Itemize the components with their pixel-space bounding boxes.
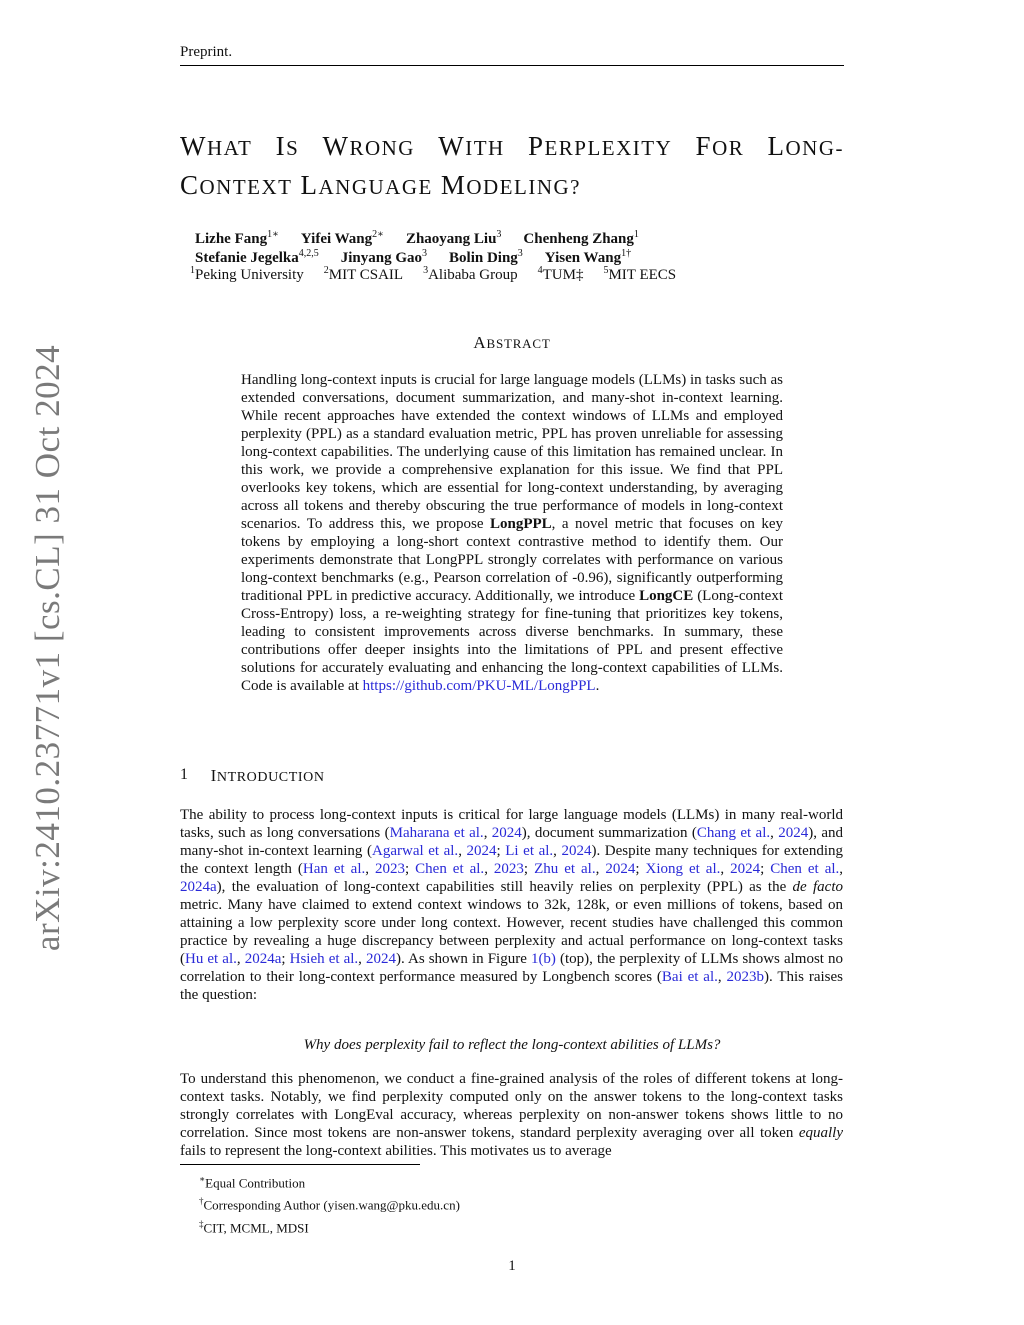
body-text: ,	[365, 861, 375, 877]
page-number: 1	[508, 1258, 516, 1274]
author-affil-mark: 3	[517, 248, 523, 259]
longce-term: LongCE	[639, 588, 694, 604]
emphasis: de facto	[792, 879, 843, 895]
body-text: ;	[523, 861, 535, 877]
body-text: ,	[553, 843, 562, 859]
body-text: ;	[281, 951, 290, 967]
affiliation	[423, 265, 518, 284]
citation-link[interactable]: Chang et al.	[696, 825, 771, 841]
citation-link[interactable]: 2024	[466, 843, 497, 859]
research-question: Why does perplexity fail to reflect the long-context abilities of LLMs?	[303, 1037, 721, 1053]
body-text: ,	[717, 969, 727, 985]
citation-link[interactable]: Chen et al.	[415, 861, 485, 877]
author-name-text: Yifei Wang	[300, 231, 373, 247]
body-text: ,	[595, 861, 606, 877]
citation-link[interactable]: 2024	[561, 843, 592, 859]
body-text: ). This raises the question:	[180, 969, 844, 1003]
author-affil-mark: 2∗	[372, 229, 384, 240]
author-name-text: Chenheng Zhang	[523, 231, 634, 247]
author-name-text: Zhaoyang Liu	[405, 231, 497, 247]
body-text: ;	[635, 861, 646, 877]
abstract-text: .	[595, 678, 600, 694]
author-name	[405, 225, 502, 247]
section-heading	[180, 766, 325, 786]
paper-title	[180, 128, 844, 206]
citation-link[interactable]: Zhu et al.	[534, 861, 596, 877]
footnote-text: CIT, MCML, MDSI	[203, 1219, 309, 1235]
body-text: ), and many-shot in-context learning (	[180, 825, 843, 859]
author-affil-mark: 3	[422, 248, 428, 259]
abstract-heading: ABSTRACT	[473, 333, 551, 352]
citation-link[interactable]: 2023	[493, 861, 524, 877]
citation-link[interactable]: Hsieh et al.	[289, 951, 359, 967]
citation-link[interactable]: Xiong et al.	[645, 861, 721, 877]
footnote	[199, 1192, 460, 1214]
affiliation-name: MIT EECS	[608, 267, 677, 283]
body-text: ,	[770, 825, 779, 841]
body-text: ). Despite many techniques for extending the context length (	[180, 843, 844, 877]
citation-link[interactable]: Hu et al.	[185, 951, 237, 967]
author-name	[195, 244, 319, 266]
affiliation-name: Alibaba Group	[428, 267, 518, 283]
running-header: Preprint.	[180, 44, 233, 60]
citation-link[interactable]: Agarwal et al.	[372, 843, 459, 859]
title-word: IS	[275, 131, 300, 161]
affiliation	[190, 265, 304, 284]
intro-paragraph-2	[180, 1070, 843, 1160]
footnote-mark: ∗	[199, 1174, 206, 1184]
section-number: 1	[180, 766, 189, 783]
author-name-text: Stefanie Jegelka	[195, 250, 299, 266]
citation-link[interactable]: 2023	[375, 861, 405, 877]
footnote-text: Corresponding Author (yisen.wang@pku.edu.cn)	[203, 1197, 460, 1213]
citation-link[interactable]: Li et al.	[505, 843, 554, 859]
code-link[interactable]: https://github.com/PKU-ML/LongPPL	[362, 678, 596, 694]
title-word: WHAT	[180, 131, 253, 161]
footnotes	[199, 1170, 460, 1237]
body-text: fails to represent the long-context abilities. This motivates us to average	[180, 1143, 612, 1159]
body-text: The ability to process long-context inputs is critical for large language models (LLMs) in many real-world tasks, such as long conversations (	[180, 807, 843, 841]
title-word: LANGUAGE	[300, 170, 433, 200]
author-name	[544, 244, 632, 266]
title-word: CONTEXT	[180, 170, 293, 200]
footnote-text: Equal Contribution	[205, 1175, 306, 1191]
affiliation-name: MIT CSAIL	[328, 267, 404, 283]
emphasis: equally	[798, 1125, 843, 1141]
intro-paragraph-1	[180, 806, 843, 1004]
author-block	[195, 225, 639, 266]
author-name-text: Yisen Wang	[544, 250, 622, 266]
body-text: ;	[496, 843, 506, 859]
abstract-text: (Long-context Cross-Entropy) loss, a re-weighting strategy for fine-tuning that prioritizes key tokens, leading to consistent improvements across diverse benchmarks. In summary, these contributions offer deeper insights into the limitations of PPL and present effective solutions for accurately evaluating and enhancing the long-context capabilities of LLMs. Code is available at	[241, 588, 783, 694]
body-text: ,	[236, 951, 245, 967]
author-name	[340, 244, 428, 266]
title-word: MODELING?	[440, 170, 581, 200]
abstract-text: , a novel metric that focuses on key tokens by employing a long-short context contrastive method to identify them. Our experiments demonstrate that LongPPL strongly correlates with performance on various long-context benchmarks (e.g., Pearson correlation of -0.96), significantly outperforming traditional PPL in predictive accuracy. Additionally, we introduce	[241, 516, 783, 604]
body-text: ;	[760, 861, 771, 877]
affiliation-name: Peking University	[195, 267, 304, 283]
affiliation-mark: 4	[537, 265, 543, 276]
body-text: ;	[405, 861, 416, 877]
author-affil-mark: 3	[496, 229, 502, 240]
affiliations	[190, 265, 676, 284]
author-name-text: Lizhe Fang	[195, 231, 268, 247]
body-text: To understand this phenomenon, we conduct a fine-grained analysis of the roles of different tokens at long-context tasks. Notably, we find perplexity computed only on the answer tokens to the long-context tasks strongly correlates with LongEval accuracy, whereas perplexity on non-answer tokens shows little to no correlation. Since most tokens are non-answer tokens, standard perplexity averaging over all token	[180, 1071, 843, 1141]
body-text: (top), the perplexity of LLMs shows almost no correlation to their long-context performance measured by Longbench scores (	[180, 951, 844, 985]
citation-link[interactable]: Bai et al.	[661, 969, 718, 985]
citation-link[interactable]: 2024	[366, 951, 396, 967]
affiliation	[538, 265, 584, 284]
author-name	[300, 225, 384, 247]
citation-link[interactable]: 2024	[778, 825, 809, 841]
title-word: PERPLEXITY	[527, 131, 673, 161]
author-name	[195, 225, 279, 247]
affiliation-name: TUM‡	[542, 267, 584, 283]
body-text: ,	[483, 825, 492, 841]
title-word: FOR	[695, 131, 745, 161]
citation-link[interactable]: 2024	[491, 825, 522, 841]
title-word: WRONG	[322, 131, 415, 161]
citation-link[interactable]: 2023b	[726, 969, 764, 985]
affiliation-mark: 1	[190, 265, 195, 276]
affiliation-mark: 5	[603, 265, 609, 276]
body-text: ,	[839, 861, 844, 877]
longppl-term: LongPPL	[489, 516, 552, 532]
affiliation	[603, 265, 676, 284]
footnote	[199, 1170, 460, 1192]
body-text: ), the evaluation of long-context capabilities still heavily relies on perplexity (PPL) as the	[216, 879, 793, 895]
footnote-rule	[180, 1164, 420, 1165]
affiliation	[324, 265, 403, 284]
title-word: LONG-	[767, 131, 844, 161]
footnote-mark: ‡	[199, 1218, 204, 1229]
affiliation-mark: 3	[423, 265, 429, 276]
citation-link[interactable]: Han et al.	[302, 861, 366, 877]
citation-link[interactable]: 2024	[605, 861, 636, 877]
section-title: INTRODUCTION	[210, 766, 325, 785]
body-text: ,	[358, 951, 366, 967]
header-rule	[180, 65, 844, 66]
body-text: ). As shown in Figure	[396, 951, 531, 967]
body-text: ,	[458, 843, 467, 859]
body-text: metric. Many have claimed to extend context windows to 32k, 128k, or even millions of tokens, based on attaining a low perplexity score under long context. However, recent studies have challenged this common practice by revealing a huge discrepancy between perplexity and actual performance on long-context tasks (	[180, 897, 843, 967]
footnote	[199, 1215, 460, 1237]
abstract-text: Handling long-context inputs is crucial for large language models (LLMs) in tasks such as extended conversations, document summarization, and many-shot in-context learning. While recent approaches have extended the context windows of LLMs and employed perplexity (PPL) as a standard evaluation metric, PPL has proven unreliable for assessing long-context capabilities. The underlying cause of this limitation has remained unclear. In this work, we provide a comprehensive explanation for this issue. We find that PPL overlooks key tokens, which are essential for long-context understanding, by averaging across all tokens and thereby obscuring the true performance of models in long-context scenarios. To address this, we propose	[241, 372, 783, 532]
body-text: ,	[720, 861, 731, 877]
author-affil-mark: 1	[633, 229, 639, 240]
citation-link[interactable]: 2024a	[180, 879, 217, 895]
citation-link[interactable]: Maharana et al.	[389, 825, 484, 841]
citation-link[interactable]: 2024a	[244, 951, 282, 967]
author-name-text: Jinyang Gao	[340, 250, 423, 266]
author-affil-mark: 1†	[621, 248, 632, 259]
author-name	[449, 244, 523, 266]
arxiv-identifier: arXiv:2410.23771v1 [cs.CL] 31 Oct 2024	[28, 344, 67, 952]
author-affil-mark: 1∗	[267, 229, 279, 240]
footnote-mark: †	[199, 1196, 204, 1207]
author-affil-mark: 4,2,5	[298, 248, 319, 259]
citation-link[interactable]: 2024	[730, 861, 761, 877]
title-word: WITH	[438, 131, 505, 161]
affiliation-mark: 2	[323, 265, 329, 276]
body-text: ,	[484, 861, 494, 877]
citation-link[interactable]: Chen et al.	[770, 861, 840, 877]
author-name	[523, 225, 639, 247]
citation-link[interactable]: 1(b)	[530, 951, 556, 967]
author-name-text: Bolin Ding	[449, 250, 518, 266]
body-text: ), document summarization (	[521, 825, 697, 841]
